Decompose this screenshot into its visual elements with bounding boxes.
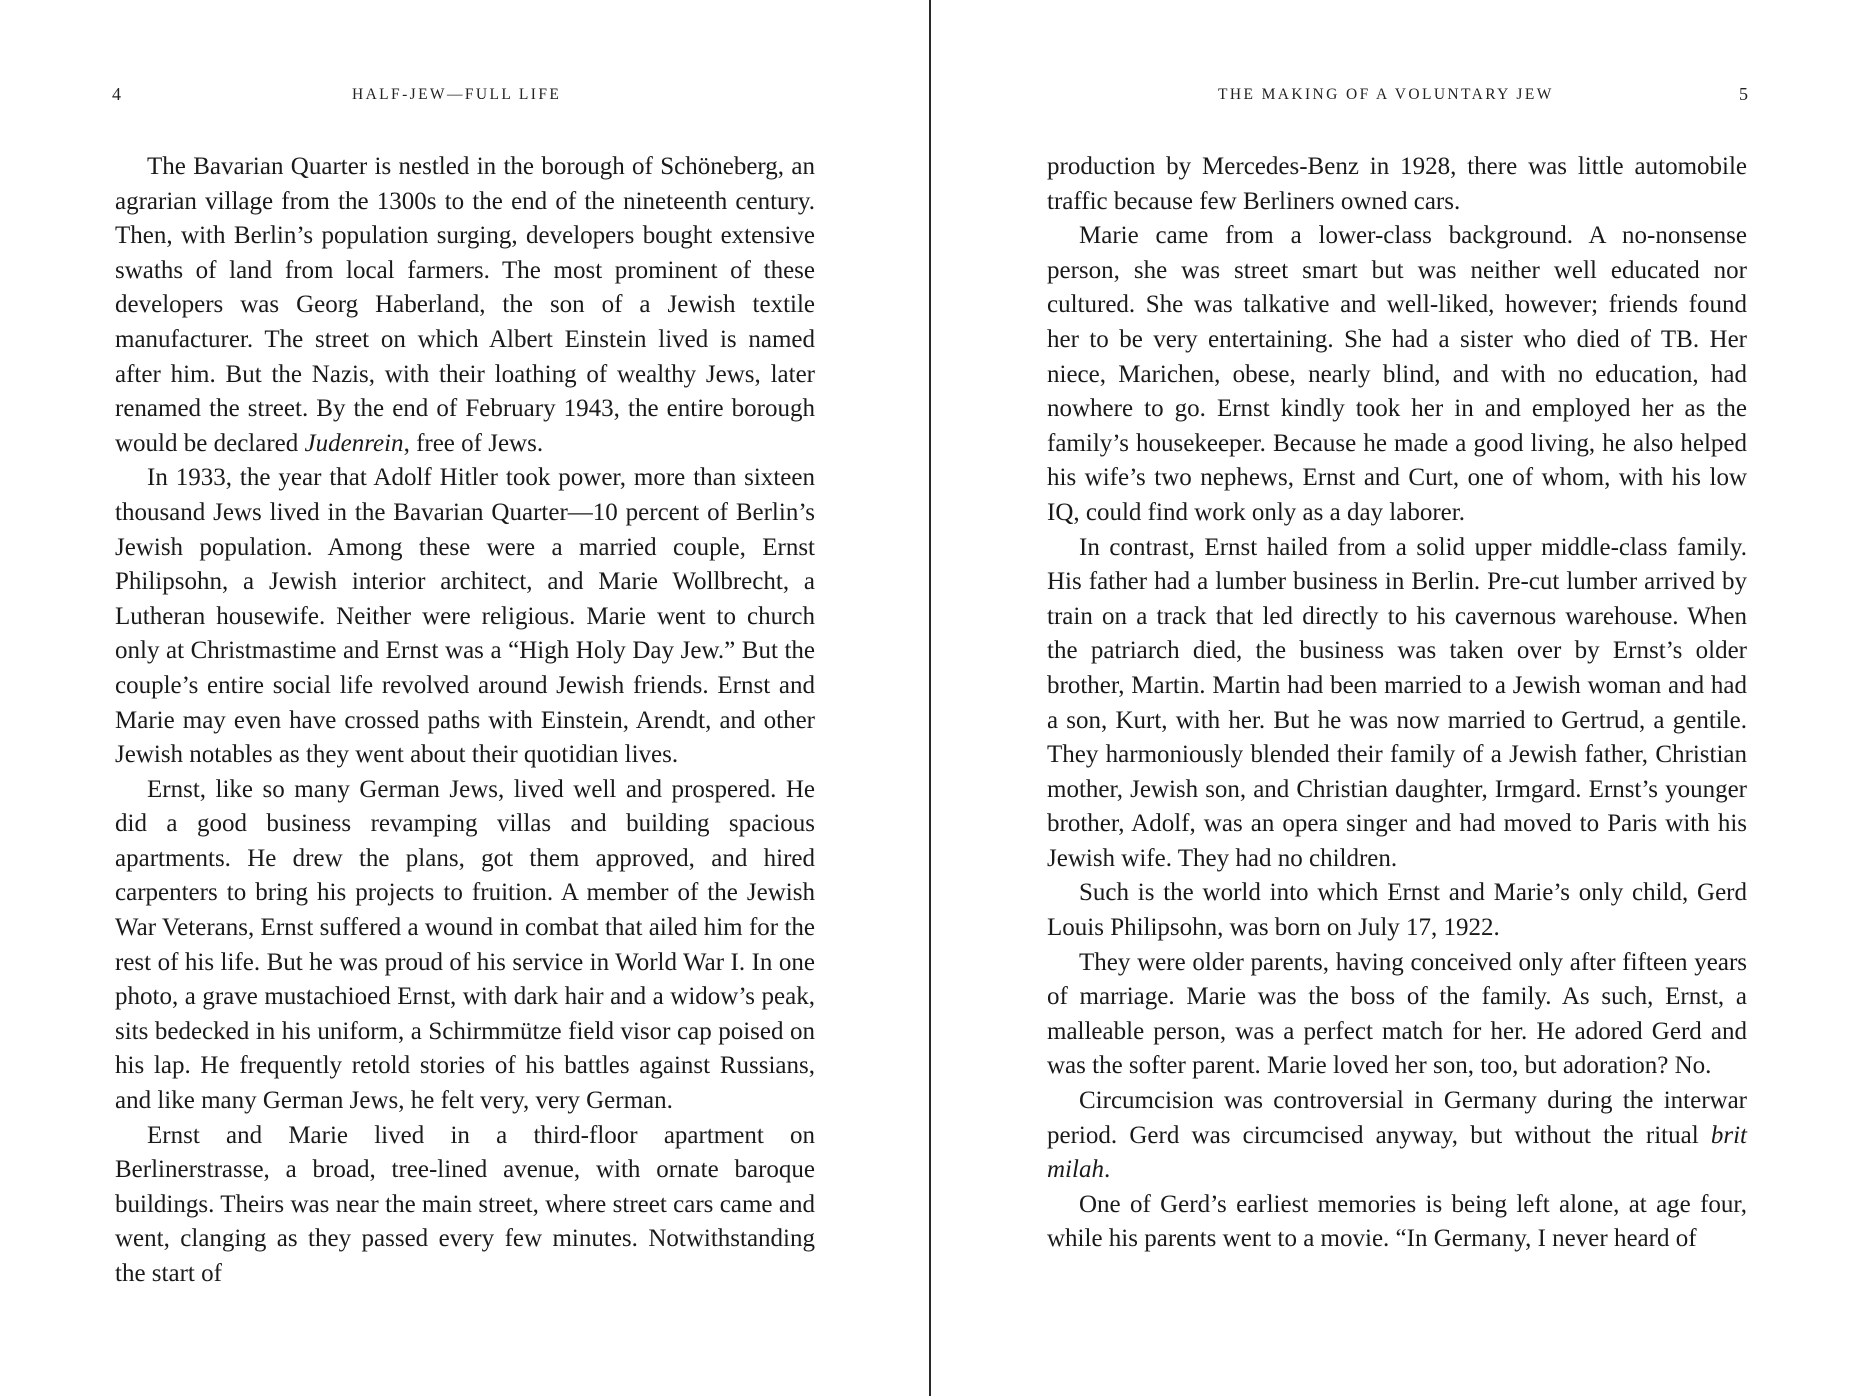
paragraph: [1047, 150, 1747, 219]
text-run: Ernst, like so many German Jews, lived well and prospered. He did a good business revamping villas and building spacious apartments. He drew the plans, got them approved, and hired carpenters to bring his projects to fruition. A member of the Jewish War Veterans, Ernst suffered a wound in combat that ailed him for the rest of his life. But he was proud of his service in World War I. In one photo, a grave mustachioed Ernst, with dark hair and a widow’s peak, sits bedecked in his uniform, a Schirmmütze field visor cap poised on his lap. He frequently retold stories of his battles against Russians, and like many German Jews, he felt very, very German.: [115, 775, 815, 1115]
italic-text: Judenrein: [304, 429, 404, 457]
text-run: Ernst and Marie lived in a third-floor apartment on Berlinerstrasse, a broad, tree-lined avenue, with ornate baroque buildings. Theirs was near the main street, where street cars came and went, clanging as they passed every few minutes. Notwithstanding the start of: [115, 1121, 815, 1287]
paragraph: [115, 150, 815, 461]
running-head: THE MAKING OF A VOLUNTARY JEW: [1218, 86, 1554, 103]
paragraph: [115, 461, 815, 772]
text-run: The Bavarian Quarter is nestled in the borough of Schöneberg, an agrarian village from the 1300s to the end of the nineteenth century. Then, with Berlin’s population surging, developers bought extensive swaths of land from local farmers. The most prominent of these developers was Georg Haberland, the son of a Jewish textile manufacturer. The street on which Albert Einstein lived is named after him. But the Nazis, with their loathing of wealthy Jews, later renamed the street. By the end of February 1943, the entire borough would be declared: [115, 153, 815, 457]
body-text: [1047, 150, 1747, 1257]
text-run: production by Mercedes-Benz in 1928, there was little automobile traffic because few Berliners owned cars.: [1047, 153, 1747, 215]
text-run: .: [1103, 1156, 1111, 1184]
italic-text: brit milah: [1047, 1121, 1747, 1184]
paragraph: [115, 773, 815, 1119]
page-number: 5: [1739, 84, 1748, 104]
paragraph: [1047, 876, 1747, 945]
body-text: [115, 150, 815, 1292]
paragraph: [1047, 946, 1747, 1084]
text-run: Marie came from a lower-class background. A no-nonsense person, she was street smart but was neither well educated nor cultured. She was talkative and well-liked, however; friends found her to be very entertaining. She had a sister who died of TB. Her niece, Marichen, obese, nearly blind, and with no education, had nowhere to go. Ernst kindly took her in and employed her as the family’s housekeeper. Because he made a good living, he also helped his wife’s two nephews, Ernst and Curt, one of whom, with his low IQ, could find work only as a day laborer.: [1047, 222, 1747, 526]
text-run: They were older parents, having conceived only after fifteen years of marriage. Marie was the boss of the family. As such, Ernst, a malleable person, was a perfect match for her. He adored Gerd and was the softer parent. Marie loved her son, too, but adoration? No.: [1047, 948, 1747, 1080]
text-run: In contrast, Ernst hailed from a solid upper middle-class family. His father had a lumber business in Berlin. Pre-cut lumber arrived by train on a track that led directly to his cavernous warehouse. When the patriarch died, the business was taken over by Ernst’s older brother, Martin. Martin had been married to a Jewish woman and had a son, Kurt, with her. But he was now married to Gertrud, a gentile. They harmoniously blended their family of a Jewish father, Christian mother, Jewish son, and Christian daughter, Irmgard. Ernst’s younger brother, Adolf, was an opera singer and had moved to Paris with his Jewish wife. They had no children.: [1047, 533, 1747, 872]
paragraph: [115, 1119, 815, 1292]
page-number: 4: [112, 84, 121, 104]
right-page: [932, 0, 1862, 1396]
left-page: [0, 0, 930, 1396]
paragraph: [1047, 1084, 1747, 1188]
text-run: , free of Jews.: [403, 429, 544, 457]
paragraph: [1047, 219, 1747, 530]
page-gutter-divider: [929, 0, 931, 1396]
text-run: In 1933, the year that Adolf Hitler took power, more than sixteen thousand Jews lived in the Bavarian Quarter—10 percent of Berlin’s Jewish population. Among these were a married couple, Ernst Philipsohn, a Jewish interior architect, and Marie Wollbrecht, a Lutheran housewife. Neither were religious. Marie went to church only at Christmastime and Ernst was a “High Holy Day Jew.” But the couple’s entire social life revolved around Jewish friends. Ernst and Marie may even have crossed paths with Einstein, Arendt, and other Jewish notables as they went about their quotidian lives.: [115, 464, 815, 769]
text-run: Circumcision was controversial in Germany during the interwar period. Gerd was circumcised anyway, but without the ritual: [1047, 1087, 1747, 1149]
text-run: Such is the world into which Ernst and Marie’s only child, Gerd Louis Philipsohn, was born on July 17, 1922.: [1047, 879, 1747, 942]
paragraph: [1047, 1188, 1747, 1257]
text-run: One of Gerd’s earliest memories is being left alone, at age four, while his parents went to a movie. “In Germany, I never heard of: [1047, 1190, 1747, 1253]
running-head: HALF-JEW—FULL LIFE: [352, 86, 562, 103]
paragraph: [1047, 531, 1747, 877]
